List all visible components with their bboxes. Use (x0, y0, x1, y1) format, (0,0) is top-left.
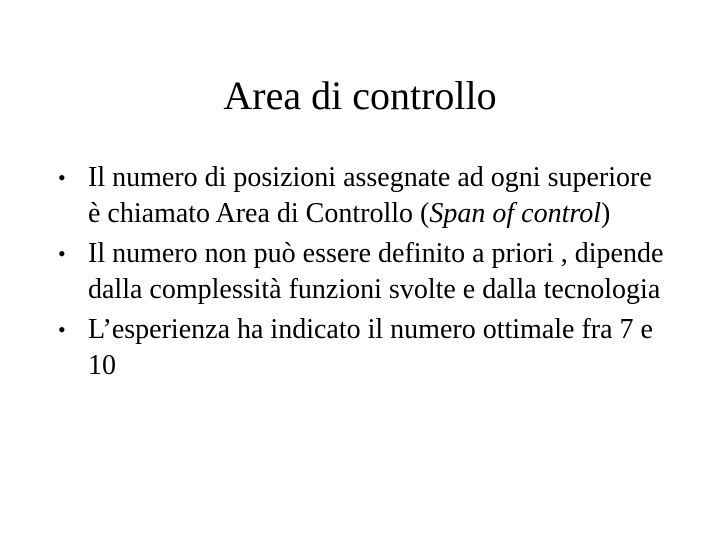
bullet-dot-icon: • (58, 165, 66, 190)
bullet-text-part: ) (600, 198, 611, 229)
bullet-list (58, 160, 668, 388)
bullet-text-italic: Span of control (429, 198, 601, 229)
bullet-text: L’esperienza ha indicato il numero ottimale fra 7 e 10 (88, 314, 653, 381)
bullet-item-optimal-number (58, 312, 668, 384)
slide-title: Area di controllo (223, 73, 497, 118)
bullet-item-span-of-control (58, 160, 668, 232)
bullet-dot-icon: • (58, 241, 66, 266)
bullet-dot-icon: • (58, 317, 66, 342)
bullet-item-not-defined-a-priori (58, 236, 668, 308)
bullet-text-part: Il numero di posizioni assegnate ad ogni superiore è chiamato Area di Controllo ( (88, 162, 652, 229)
bullet-text: Il numero non può essere definito a priori , dipende dalla complessità funzioni svolte e dalla tecnologia (88, 238, 664, 305)
